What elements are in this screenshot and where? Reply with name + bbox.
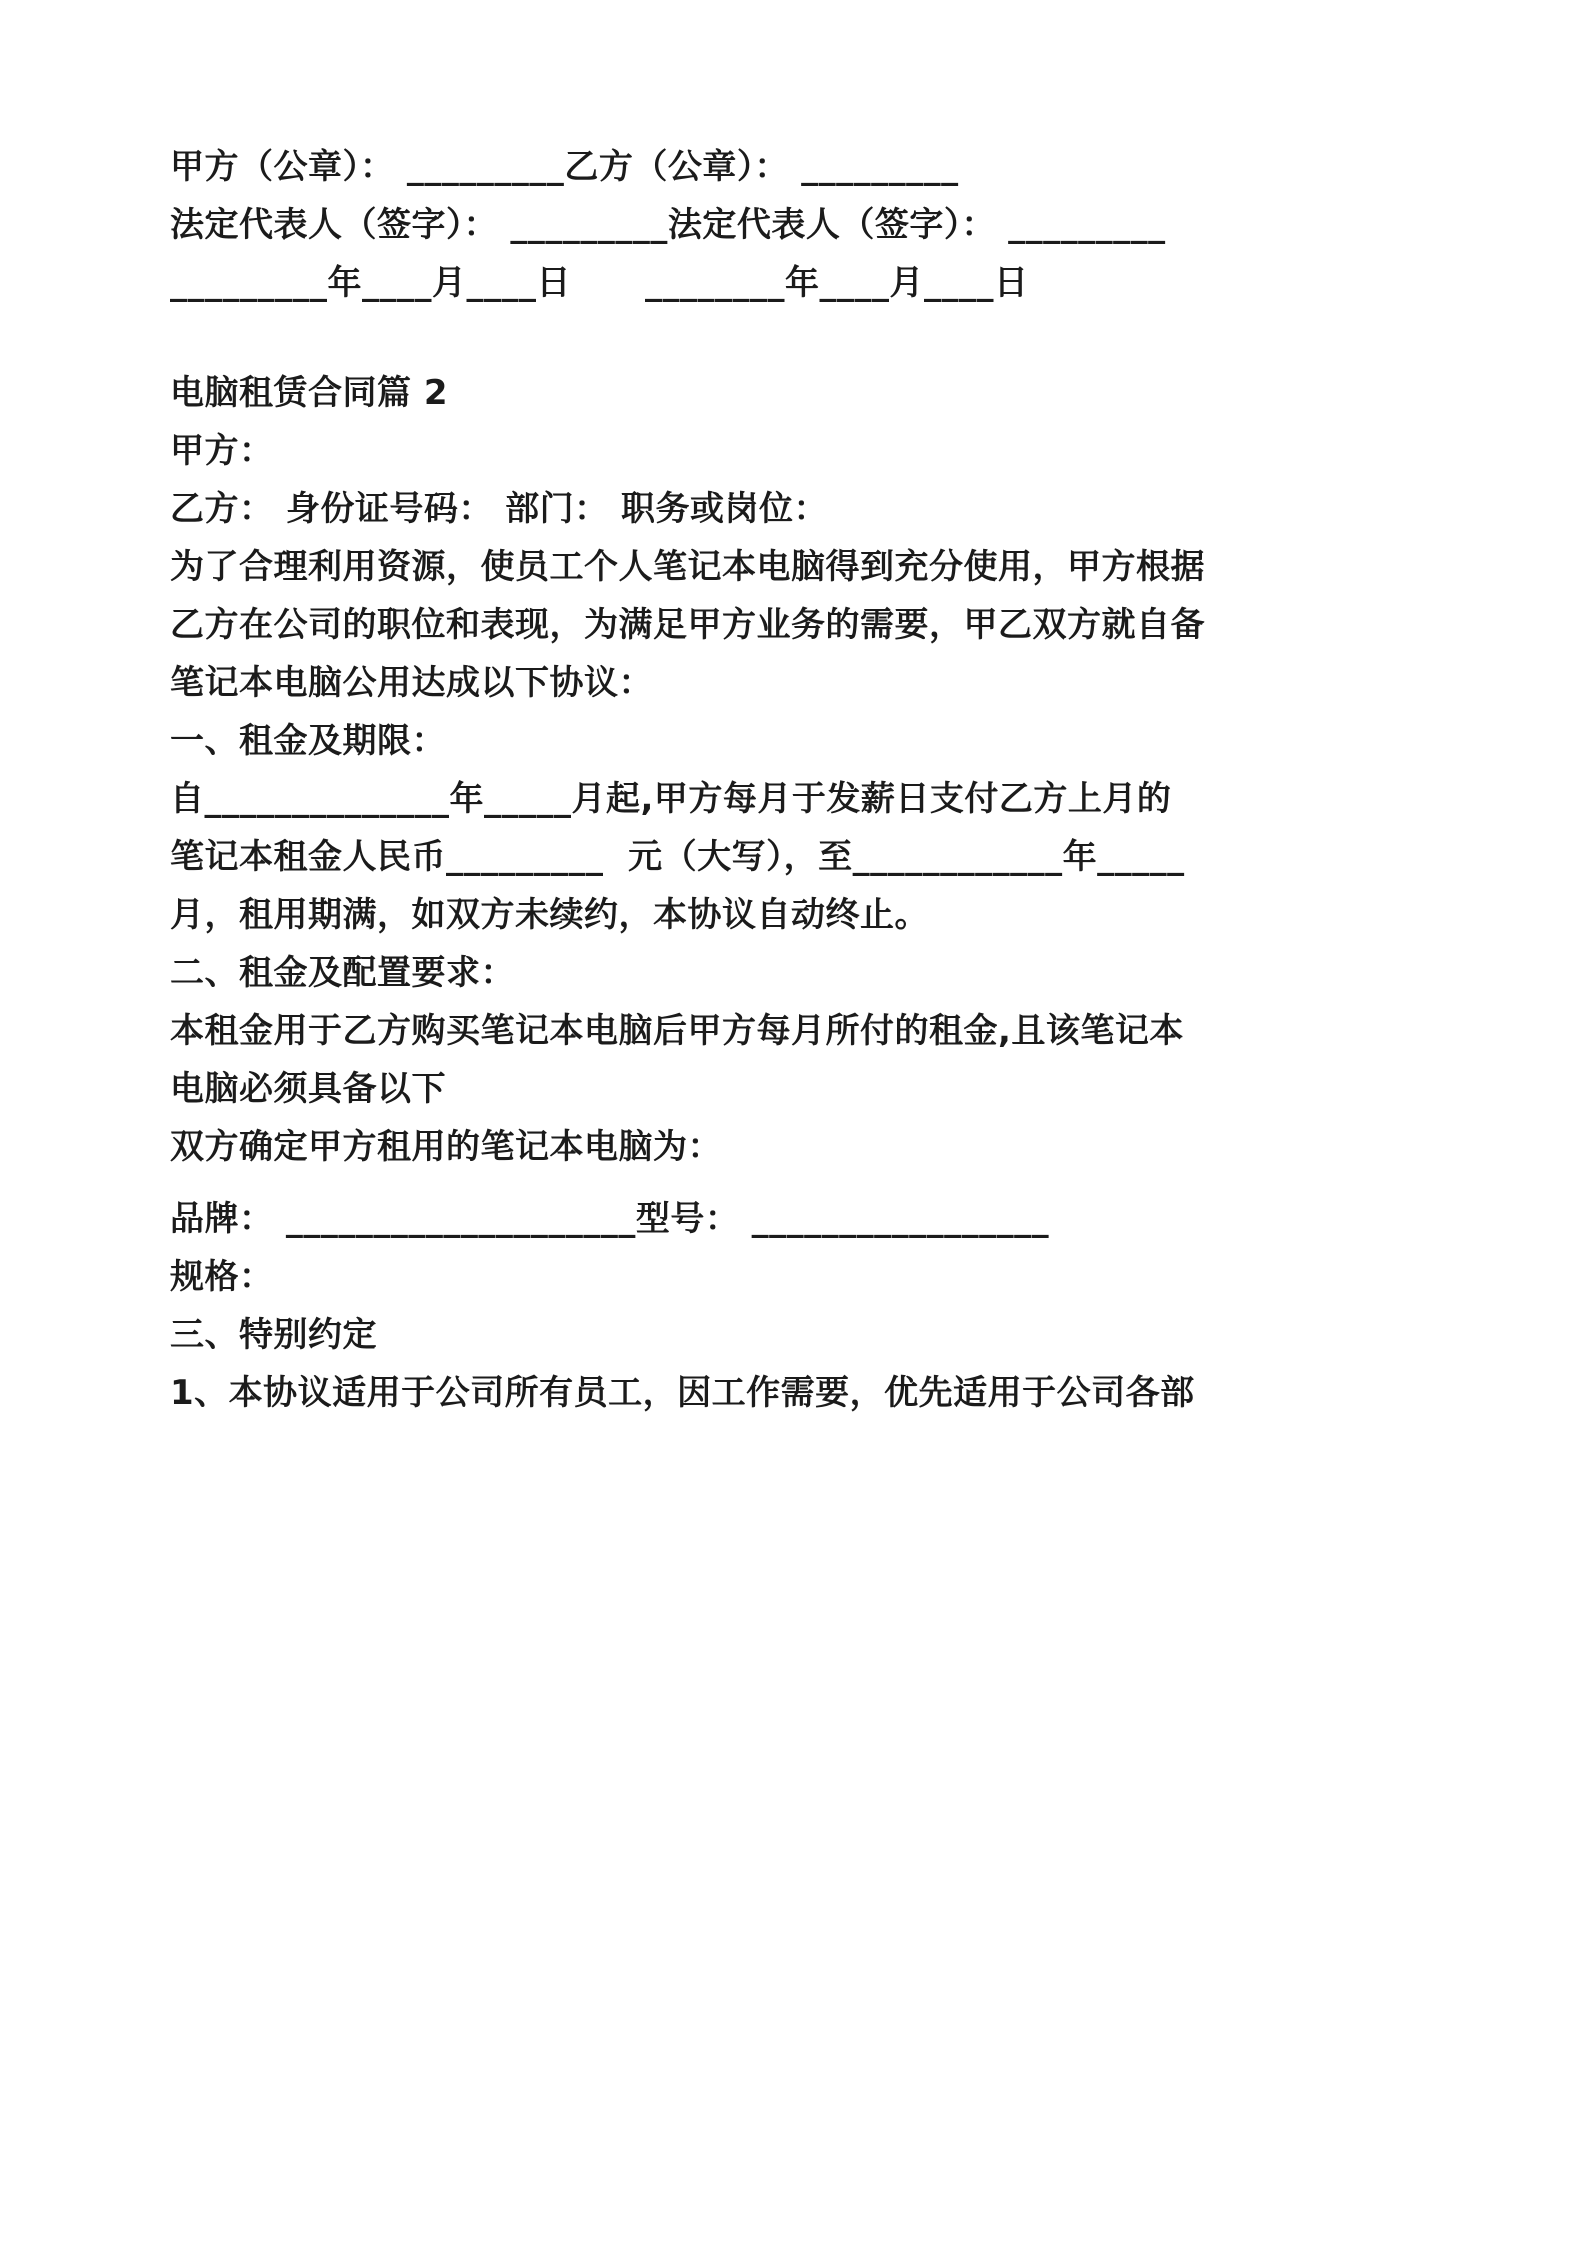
section-title-part2: 电脑租赁合同篇 2: [170, 373, 448, 413]
clause-3-line-1: 1、本协议适用于公司所有员工，因工作需要，优先适用于公司各部: [170, 1373, 1195, 1413]
clause-1-line-2: 笔记本租金人民币_________ 元（大写），至____________年_____: [170, 837, 1185, 877]
laptop-confirm-line: 双方确定甲方租用的笔记本电脑为：: [170, 1127, 722, 1167]
spec-line: 规格：: [170, 1257, 274, 1297]
clause-1-line-1: 自______________年_____月起,甲方每月于发薪日支付乙方上月的: [170, 779, 1172, 819]
party-b-info-line: 乙方： 身份证号码： 部门： 职务或岗位：: [170, 489, 829, 529]
preamble-line-1: 为了合理利用资源，使员工个人笔记本电脑得到充分使用，甲方根据: [170, 547, 1205, 587]
clause-1-heading: 一、租金及期限：: [170, 721, 446, 761]
brand-model-line: 品牌： ____________________型号： _________________: [170, 1199, 1050, 1239]
preamble-line-2: 乙方在公司的职位和表现，为满足甲方业务的需要，甲乙双方就自备: [170, 605, 1205, 645]
party-a-line: 甲方：: [170, 431, 274, 471]
clause-2-line-1: 本租金用于乙方购买笔记本电脑后甲方每月所付的租金,且该笔记本: [170, 1011, 1184, 1051]
date-blank-line: _________年____月____日 ________年____月____日: [170, 263, 1029, 303]
legal-rep-sign-line: 法定代表人（签字）： _________法定代表人（签字）： _________: [170, 205, 1166, 245]
clause-1-line-3: 月，租用期满，如双方未续约，本协议自动终止。: [170, 895, 929, 935]
party-seal-line: 甲方（公章）： _________乙方（公章）： _________: [170, 147, 959, 187]
preamble-line-3: 笔记本电脑公用达成以下协议：: [170, 663, 653, 703]
clause-3-heading: 三、特别约定: [170, 1315, 377, 1355]
clause-2-heading: 二、租金及配置要求：: [170, 953, 515, 993]
clause-2-line-2: 电脑必须具备以下: [170, 1069, 446, 1109]
